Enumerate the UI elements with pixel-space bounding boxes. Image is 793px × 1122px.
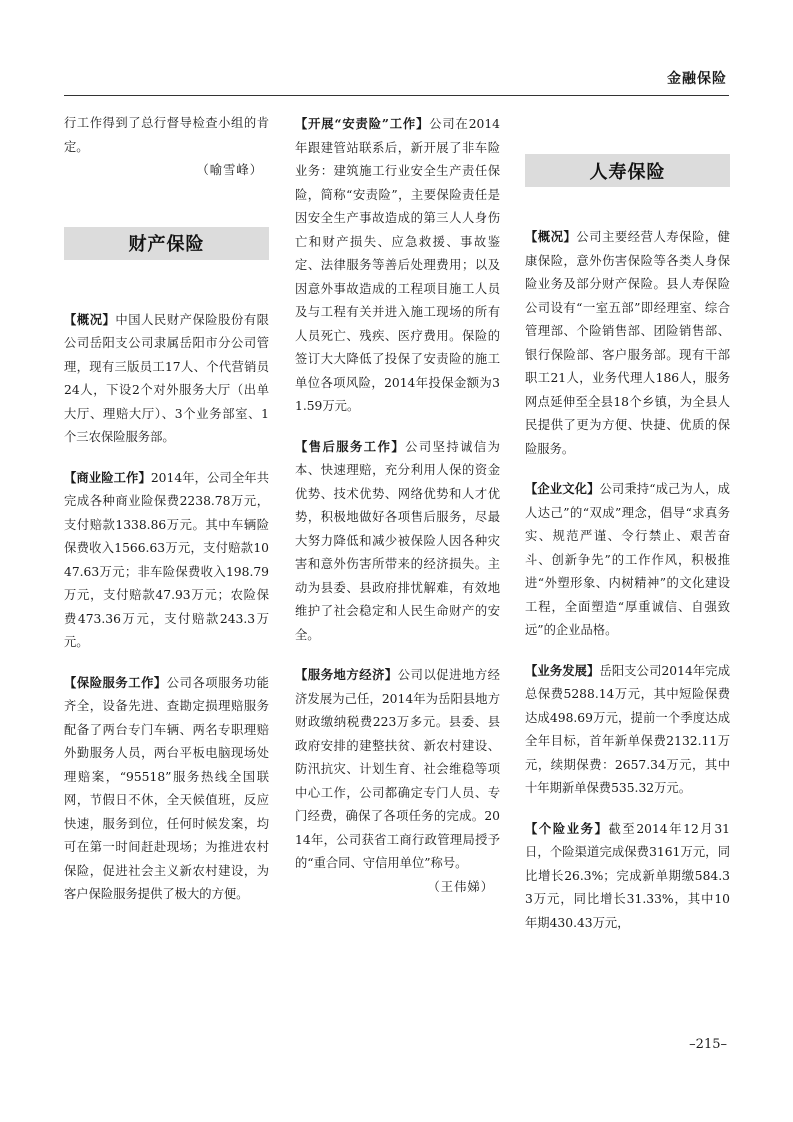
page-number: –215– xyxy=(689,1037,727,1052)
paragraph-text: 公司以促进地方经济发展为己任，2014年为岳阳县地方财政缴纳税费223万多元。县委、县政府安排的建整扶贫、新农村建设、防汛抗灾、计划生育、社会维稳等项中心工作，公司都确定专门人员、专门经费，确保了各项任务的完成。2014年，公司获省工商行政管理局授予的“重合同、守信用单位”称号。 xyxy=(295,668,500,870)
header-rule xyxy=(64,95,729,96)
paragraph-tag: 【售后服务工作】 xyxy=(295,438,406,454)
section-heading-life-insurance: 人寿保险 xyxy=(525,154,730,187)
paragraph-tag: 【企业文化】 xyxy=(525,481,600,496)
paragraph-text: 公司秉持“成己为人，成人达己”的“双成”理念，倡导“求真务实、规范严谨、令行禁止、艰苦奋斗、创新争先”的工作作风，积极推进“外塑形象、内树精神”的文化建设工程，全面塑造“厚重诚信、自强致远”的企业品格。 xyxy=(525,482,730,637)
paragraph-tag: 【开展“安责险”工作】 xyxy=(295,116,430,131)
paragraph-after-sales xyxy=(295,435,500,648)
paragraph-individual-business xyxy=(525,817,730,936)
paragraph-local-economy xyxy=(295,663,500,876)
paragraph-tag: 【概况】 xyxy=(64,311,116,327)
paragraph-text: 中国人民财产保险股份有限公司岳阳支公司隶属岳阳市分公司管理，现有三版员工17人、个代营销员24人，下设2个对外服务大厅（出单大厅、理赔大厅）、3个业务部室、1个三农保险服务部。 xyxy=(64,312,269,444)
paragraph-overview xyxy=(525,225,730,461)
paragraph-text: 公司各项服务功能齐全，设备先进、查勘定损理赔服务配备了两台专门车辆、两名专职理赔外勤服务人员，两台平板电脑现场处理赔案，“95518”服务热线全国联网，节假日不休，全天候值班，反应快速，服务到位，任何时候发案，均可在第一时间赶赴现场；为推进农村保险，促进社会主义新农村建设，为客户保险服务提供了极大的方便。 xyxy=(64,675,269,901)
paragraph-tag: 【概况】 xyxy=(525,229,577,244)
paragraph-insurance-service xyxy=(64,671,269,907)
author-signature: （王伟娣） xyxy=(427,879,494,894)
paragraph-tag: 【服务地方经济】 xyxy=(295,667,398,682)
paragraph-tag: 【业务发展】 xyxy=(525,662,600,678)
paragraph-commercial-insurance xyxy=(64,466,269,655)
paragraph-tag: 【保险服务工作】 xyxy=(64,674,167,690)
column-3 xyxy=(525,112,730,935)
paragraph-text: 截至2014年12月31日，个险渠道完成保费3161万元，同比增长26.3%；完成新单期缴584.33万元，同比增长31.33%，其中10年期430.43万元， xyxy=(525,821,730,930)
paragraph-tag: 【商业险工作】 xyxy=(64,469,151,485)
paragraph-corporate-culture xyxy=(525,477,730,643)
paragraph-text: 2014年，公司全年共完成各种商业险保费2238.78万元，支付赔款1338.86万元。其中车辆险保费收入1566.63万元，支付赔款1047.63万元；非车险保费收入198.79万元，支付赔款47.93万元；农险保费473.36万元，支付赔款243.3万元。 xyxy=(64,470,269,649)
column-2 xyxy=(295,112,500,899)
paragraph-text: 公司主要经营人寿保险，健康保险，意外伤害保险等各类人身保险业务及部分财产保险。县人寿保险公司设有“一室五部”即经理室、综合管理部、个险销售部、团险销售部、银行保险部、客户服务部。现有干部职工21人，业务代理人186人，服务网点延伸至全县18个乡镇，为全县人民提供了更为方便、快捷、优质的保险服务。 xyxy=(525,230,730,456)
section-heading-property-insurance: 财产保险 xyxy=(64,227,269,260)
paragraph-text: 公司在2014年跟建管站联系后，新开展了非车险业务：建筑施工行业安全生产责任保险，简称“安责险”，主要保险责任是因安全生产事故造成的第三人人身伤亡和财产损失、应急救援、事故鉴定、法律服务等善后处理费用；以及因意外事故造成的工程项目施工人员及与工程有关并进入施工现场的所有人员死亡、残疾、医疗费用。保险的签订大大降低了投保了安责险的施工单位各项风险，2014年投保金额为31.59万元。 xyxy=(295,117,501,413)
paragraph-tag: 【个险业务】 xyxy=(525,820,609,836)
paragraph-text: 公司坚持诚信为本、快速理赔，充分利用人保的资金优势、技术优势、网络优势和人才优势，积极地做好各项售后服务，尽最大努力降低和减少被保险人因各种灾害和意外伤害所带来的经济损失。主动为县委、县政府排忧解难，有效地维护了社会稳定和人民生命财产的安全。 xyxy=(295,439,500,642)
paragraph-text: 岳阳支公司2014年完成总保费5288.14万元，其中短险保费达成498.69万元，提前一个季度达成全年目标，首年新单保费2132.11万元，续期保费：2657.34万元，其中十年期新单保费535.32万元。 xyxy=(525,663,730,795)
paragraph-safety-liability xyxy=(295,112,500,419)
paragraph-overview xyxy=(64,308,269,450)
paragraph-business-development xyxy=(525,659,730,801)
column-1 xyxy=(64,112,269,907)
running-header-title: 金融保险 xyxy=(667,71,727,87)
author-signature: （喻雪峰） xyxy=(196,163,263,177)
continued-paragraph: 行工作得到了总行督导检查小组的肯定。 xyxy=(64,116,269,154)
